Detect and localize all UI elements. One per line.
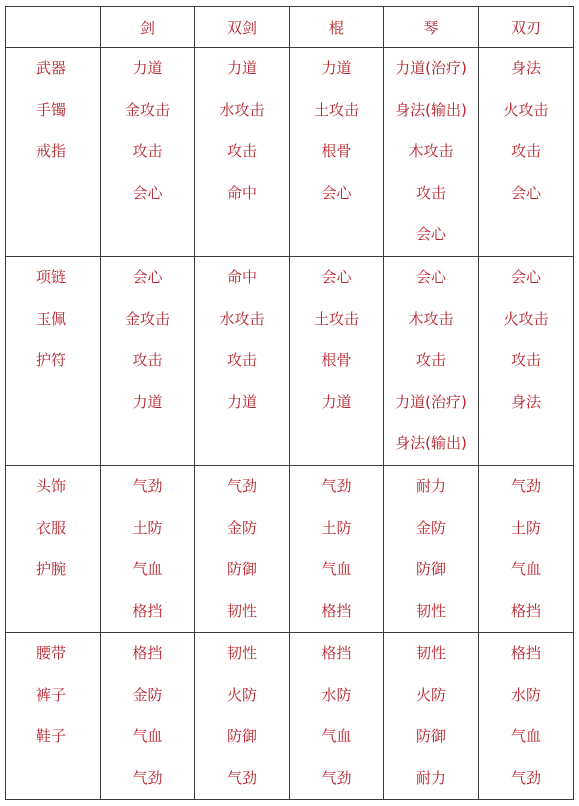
stat-label: 火防 [226, 685, 257, 704]
stat-cell [195, 48, 290, 257]
stat-label: 力道 [321, 392, 352, 411]
slot-group-cell [6, 466, 101, 633]
stat-cell [384, 466, 479, 633]
stat-label: 气血 [321, 727, 352, 745]
header-label: 棍 [328, 18, 344, 37]
stat-label: 水攻击 [219, 309, 265, 328]
slot-group-cell [6, 257, 101, 466]
stat-label: 身法(输出) [395, 434, 467, 452]
stat-label: 会心 [415, 268, 446, 286]
stat-cell [479, 633, 574, 800]
stat-label: 格挡 [132, 644, 163, 662]
slot-label: 项链 [36, 268, 67, 286]
table-row [6, 48, 574, 257]
stat-label: 木攻击 [408, 309, 454, 328]
header-label: 琴 [423, 18, 439, 37]
stat-label: 会心 [132, 183, 163, 202]
stat-label: 命中 [226, 183, 257, 202]
stat-cell [479, 466, 574, 633]
slot-label: 裤子 [36, 685, 67, 704]
stat-label: 气劲 [510, 768, 541, 787]
stat-cell [195, 257, 290, 466]
stat-label: 防御 [226, 560, 257, 578]
stat-label: 身法 [510, 392, 541, 411]
stat-label: 会心 [510, 268, 541, 286]
stat-label: 耐力 [415, 768, 446, 787]
stat-label: 会心 [321, 183, 352, 202]
slot-label: 衣服 [36, 518, 67, 537]
stat-label: 命中 [226, 268, 257, 286]
stat-label: 攻击 [510, 142, 541, 160]
stat-cell [290, 48, 384, 257]
stat-cell [101, 633, 195, 800]
stat-label: 会心 [132, 268, 163, 286]
stat-cell [384, 257, 479, 466]
stat-cell [384, 48, 479, 257]
table-row [6, 633, 574, 800]
stat-label: 金防 [415, 518, 446, 537]
stat-label: 攻击 [510, 351, 541, 369]
stat-label: 攻击 [132, 142, 163, 160]
slot-label: 鞋子 [36, 727, 67, 745]
stat-cell [101, 48, 195, 257]
slot-label: 戒指 [36, 142, 67, 160]
stat-label: 身法 [510, 59, 541, 77]
stat-label: 力道(治疗) [395, 59, 467, 77]
stat-label: 金防 [132, 685, 163, 704]
stat-cell [195, 466, 290, 633]
stat-label: 气劲 [321, 477, 352, 495]
stat-label: 会心 [321, 268, 352, 286]
header-cell [290, 7, 384, 48]
slot-label: 武器 [36, 59, 67, 77]
stat-label: 格挡 [321, 644, 352, 662]
stat-label: 金防 [226, 518, 257, 537]
stat-cell [101, 466, 195, 633]
stat-cell [479, 48, 574, 257]
stat-label: 气血 [132, 560, 163, 578]
stat-label: 力道 [132, 392, 163, 411]
stat-label: 韧性 [415, 601, 446, 620]
stat-label: 会心 [510, 183, 541, 202]
stat-label: 攻击 [415, 351, 446, 369]
stat-label: 气血 [510, 727, 541, 745]
table-row [6, 466, 574, 633]
header-row [6, 7, 574, 48]
stat-label: 格挡 [321, 601, 352, 620]
stat-label: 攻击 [132, 351, 163, 369]
stat-label: 力道 [226, 59, 257, 77]
slot-label: 护符 [36, 351, 67, 369]
stat-label: 格挡 [132, 601, 163, 620]
header-cell [384, 7, 479, 48]
slot-group-cell [6, 633, 101, 800]
stat-label: 气血 [321, 560, 352, 578]
stat-label: 水防 [321, 685, 352, 704]
slot-label: 头饰 [36, 477, 67, 495]
stat-label: 力道 [321, 59, 352, 77]
table-row [6, 257, 574, 466]
stat-label: 水攻击 [219, 100, 265, 119]
header-label: 剑 [139, 18, 155, 37]
stat-label: 格挡 [510, 644, 541, 662]
stat-label: 木攻击 [408, 142, 454, 160]
equipment-stat-table [5, 6, 574, 800]
stat-label: 土攻击 [313, 100, 359, 119]
header-label: 双刃 [510, 18, 541, 37]
stat-label: 气劲 [321, 768, 352, 787]
stat-label: 攻击 [226, 351, 257, 369]
stat-label: 气血 [132, 727, 163, 745]
stat-label: 金攻击 [124, 309, 170, 328]
stat-label: 金攻击 [124, 100, 170, 119]
stat-cell [384, 633, 479, 800]
stat-label: 格挡 [510, 601, 541, 620]
stat-label: 防御 [415, 727, 446, 745]
stat-label: 水防 [510, 685, 541, 704]
stat-label: 根骨 [321, 351, 352, 369]
stat-label: 韧性 [226, 601, 257, 620]
stat-cell [290, 257, 384, 466]
stat-label: 火攻击 [503, 309, 549, 328]
stat-label: 气劲 [226, 477, 257, 495]
stat-label: 土防 [132, 518, 163, 537]
stat-cell [101, 257, 195, 466]
stat-label: 攻击 [415, 183, 446, 202]
stat-label: 力道(治疗) [395, 392, 467, 411]
stat-label: 土攻击 [313, 309, 359, 328]
stat-label: 根骨 [321, 142, 352, 160]
header-cell [195, 7, 290, 48]
slot-label: 腰带 [36, 644, 67, 662]
stat-label: 力道 [132, 59, 163, 77]
header-corner [6, 7, 101, 48]
stat-label: 气劲 [226, 768, 257, 787]
header-cell [479, 7, 574, 48]
stat-label: 耐力 [415, 477, 446, 495]
stat-label: 会心 [415, 225, 446, 243]
stat-label: 火防 [415, 685, 446, 704]
stat-label: 气血 [510, 560, 541, 578]
stat-label: 火攻击 [503, 100, 549, 119]
stat-label: 气劲 [132, 477, 163, 495]
stat-label: 防御 [226, 727, 257, 745]
stat-label: 韧性 [415, 644, 446, 662]
stat-cell [290, 466, 384, 633]
stat-label: 气劲 [132, 768, 163, 787]
header-label: 双剑 [226, 18, 257, 37]
stat-label: 力道 [226, 392, 257, 411]
slot-group-cell [6, 48, 101, 257]
stat-label: 土防 [510, 518, 541, 537]
slot-label: 玉佩 [36, 309, 67, 328]
slot-label: 手镯 [36, 100, 67, 119]
slot-label: 护腕 [36, 560, 67, 578]
stat-cell [479, 257, 574, 466]
stat-label: 攻击 [226, 142, 257, 160]
stat-label: 防御 [415, 560, 446, 578]
stat-cell [195, 633, 290, 800]
stat-label: 气劲 [510, 477, 541, 495]
stat-label: 身法(输出) [395, 100, 467, 119]
stat-label: 土防 [321, 518, 352, 537]
header-cell [101, 7, 195, 48]
stat-cell [290, 633, 384, 800]
stat-label: 韧性 [226, 644, 257, 662]
